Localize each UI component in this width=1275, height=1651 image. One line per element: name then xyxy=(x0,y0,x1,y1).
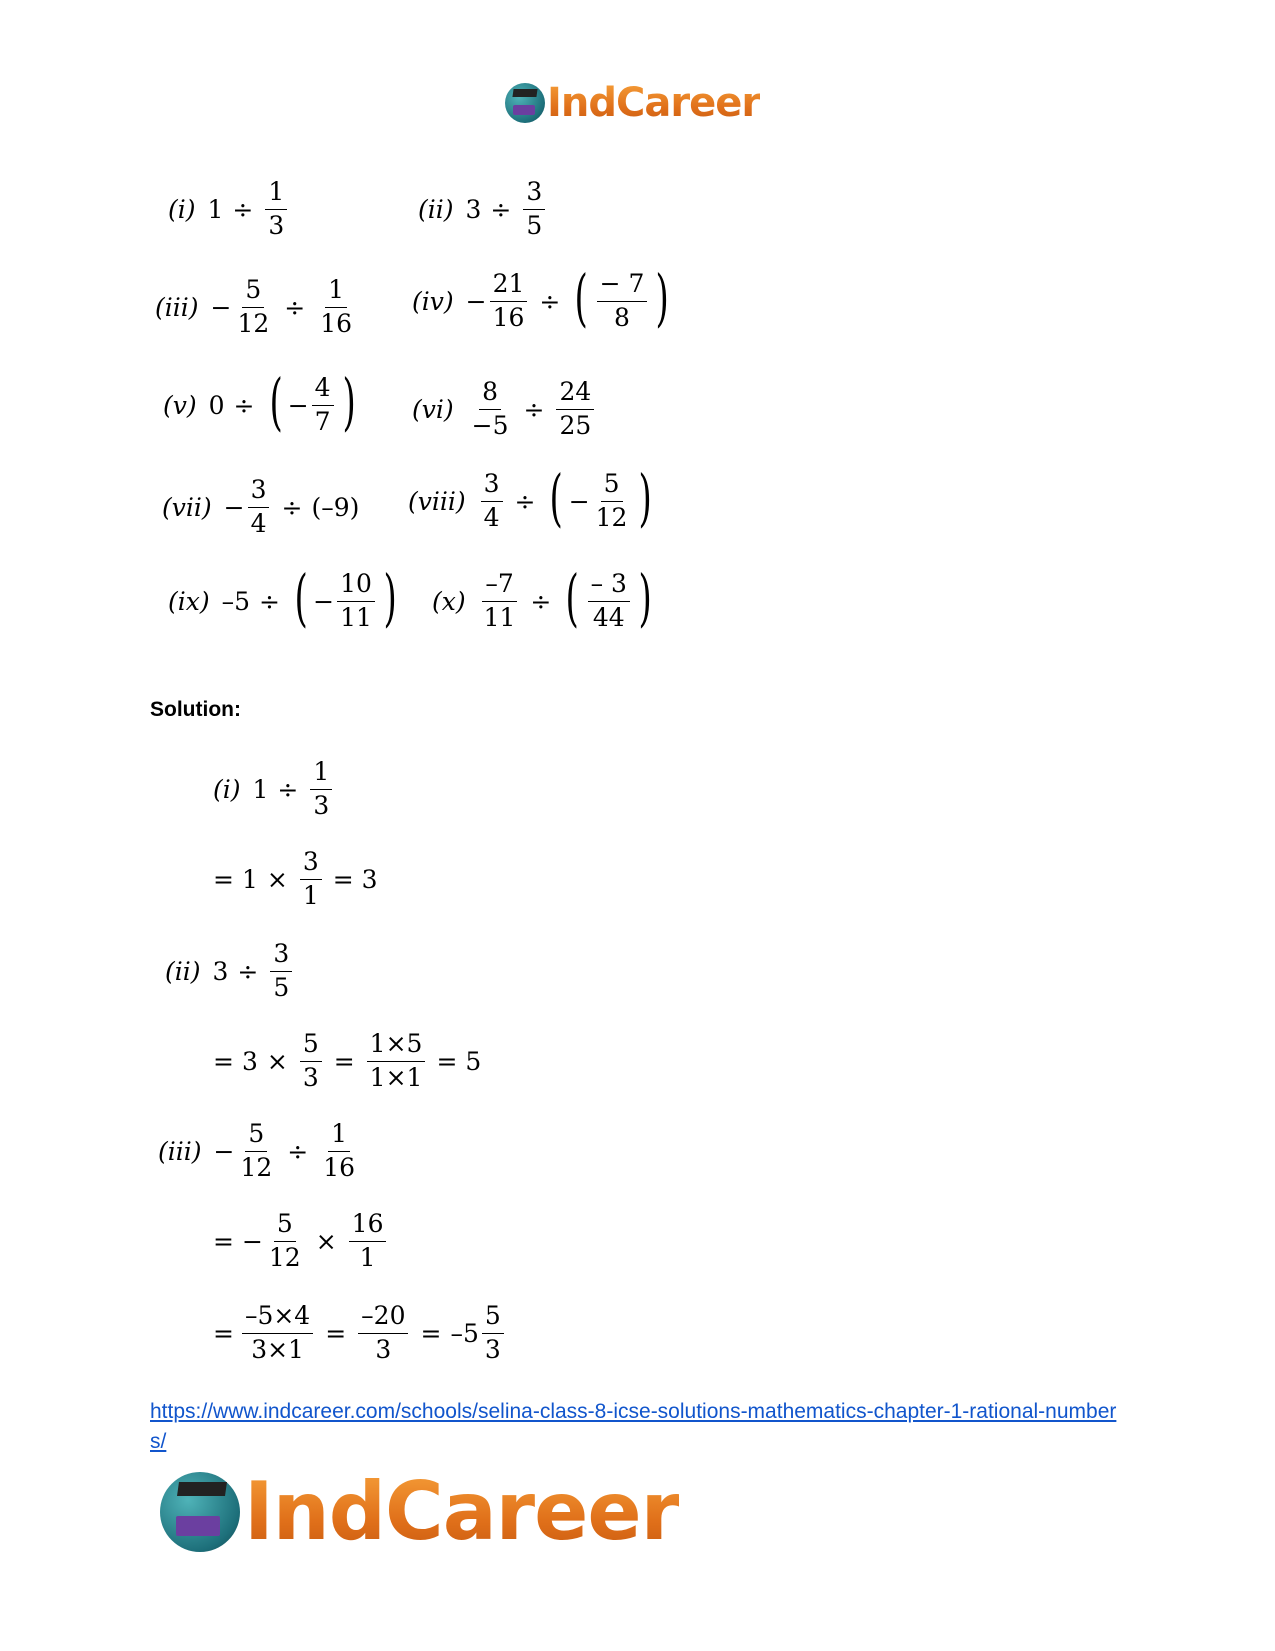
solution-iii-step-1: = − $\frac{5}{12}$ × $\frac{16}{1}$ xyxy=(213,1210,389,1273)
question-viii: (viii) $\frac{3}{4}$ ÷ ( − $\frac{5}{12}$ ) xyxy=(408,461,653,535)
indcareer-logo-top xyxy=(505,80,760,126)
question-vi: (vi) $\frac{8}{-5}$ ÷ $\frac{24}{25}$ xyxy=(412,378,597,441)
question-ix: (ix) –5 ÷ ( − $\frac{10}{11}$ ) xyxy=(168,561,397,635)
graduation-cap-book-icon xyxy=(160,1472,240,1552)
question-x: (x) $\frac{-7}{11}$ ÷ ( $\frac{- 3}{44}$ ) xyxy=(432,561,652,635)
question-ii: (ii) 3 ÷ $\frac{3}{5}$ xyxy=(418,178,548,241)
solution-iii-question: (iii) − $\frac{5}{12}$ ÷ $\frac{1}{16}$ xyxy=(158,1119,356,1182)
brand-wordmark: IndCareer xyxy=(244,1465,680,1558)
question-i: (i) 1 ÷ $\frac{1}{3}$ xyxy=(168,178,290,241)
source-link[interactable]: https://www.indcareer.com/schools/selina-class-8-icse-solutions-mathematics-chapter-1-rational-numbers/ xyxy=(150,1400,1117,1453)
solution-iii-step-2: = $\frac{-5\times 4}{3\times 1}$ = $\frac{-20}{3}$ = –5 $\frac{5}{3}$ xyxy=(213,1302,507,1365)
brand-wordmark: IndCareer xyxy=(547,80,761,126)
question-vii: (vii) − $\frac{3}{4}$ ÷ (–9) xyxy=(162,475,360,538)
question-iv: (iv) − $\frac{21}{16}$ ÷ ( $\frac{- 7}{8}$ ) xyxy=(412,261,670,335)
solution-i-answer: = 1 × $\frac{3}{1}$ = 3 xyxy=(213,847,378,910)
solution-i-question: (i) 1 ÷ $\frac{1}{3}$ xyxy=(213,758,335,821)
question-v: (v) 0 ÷ ( − $\frac{4}{7}$ ) xyxy=(163,365,356,439)
graduation-cap-book-icon xyxy=(505,83,545,123)
solution-heading: Solution: xyxy=(150,698,241,721)
solution-ii-question: (ii) 3 ÷ $\frac{3}{5}$ xyxy=(165,940,295,1003)
question-iii: (iii) − $\frac{5}{12}$ ÷ $\frac{1}{16}$ xyxy=(155,275,353,338)
solution-ii-answer: = 3 × $\frac{5}{3}$ = $\frac{1\times 5}{1\times 1}$ = 5 xyxy=(213,1029,482,1092)
indcareer-logo-bottom xyxy=(160,1465,679,1558)
